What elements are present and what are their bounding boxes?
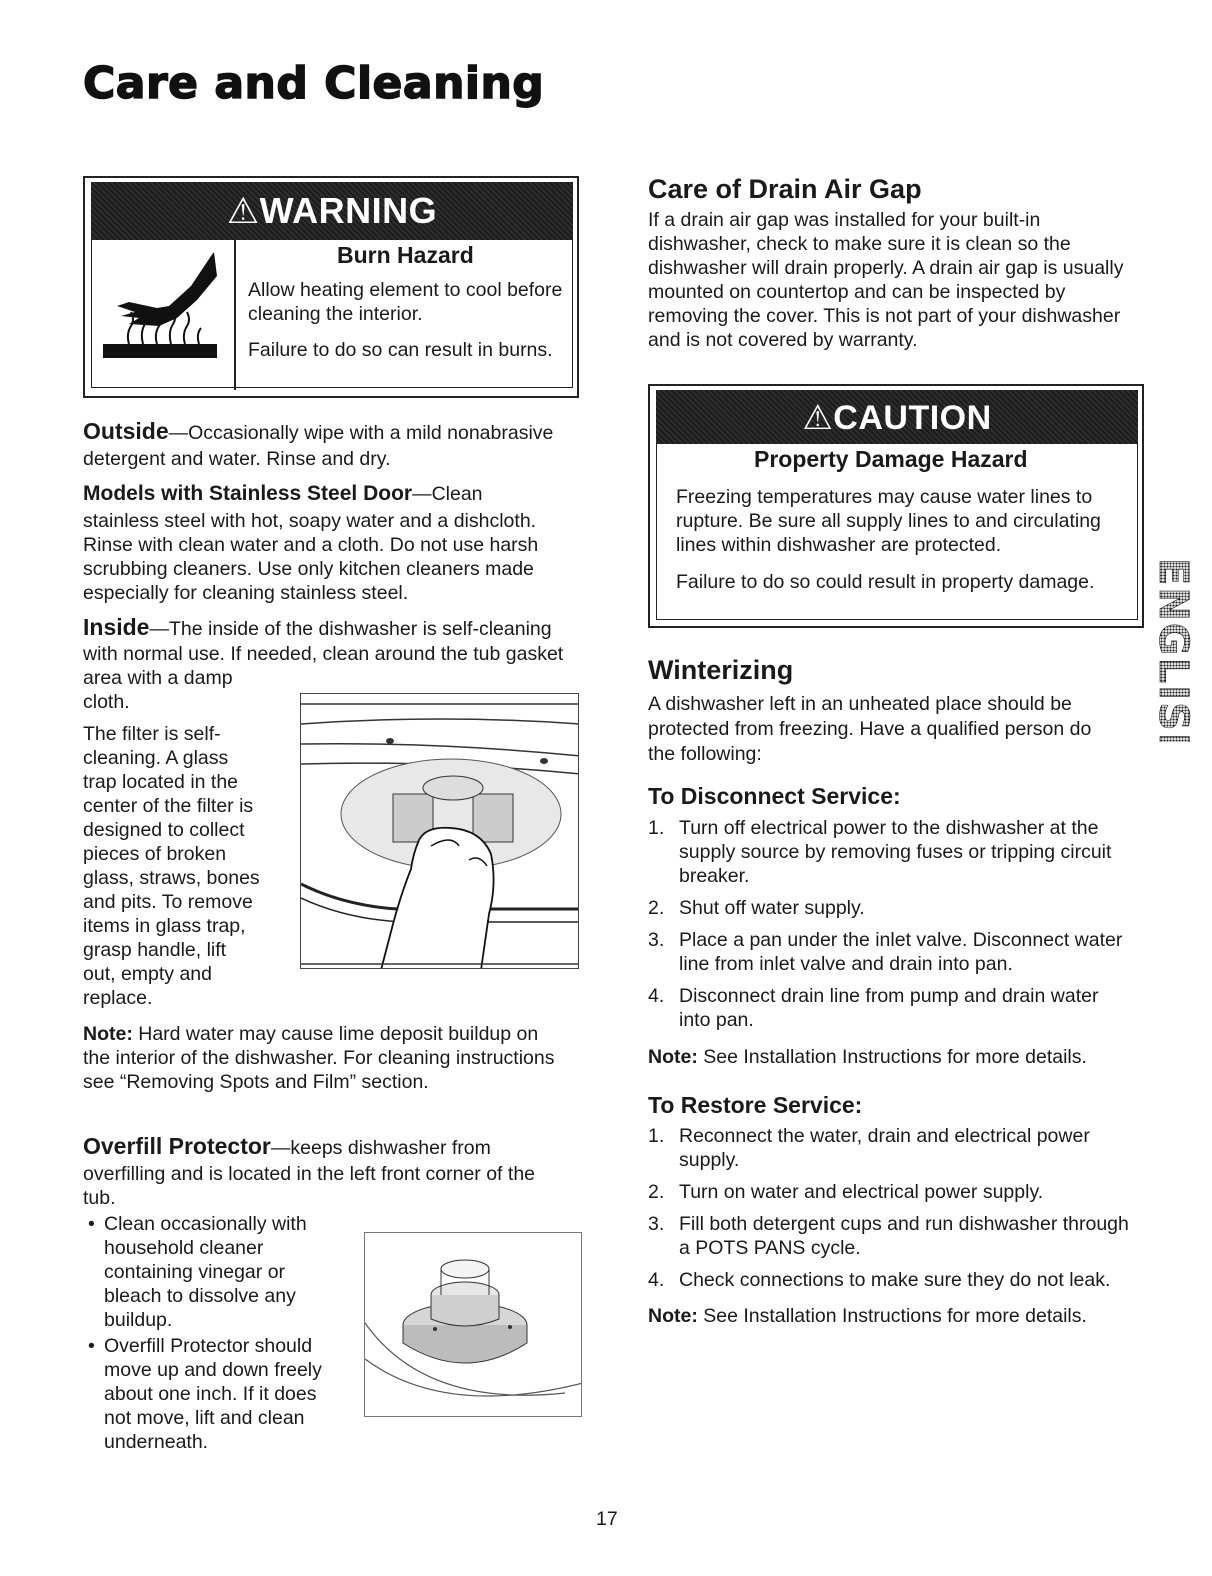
overfill-heading: Overfill Protector bbox=[83, 1133, 271, 1159]
list-item-line: into pan. bbox=[679, 1009, 754, 1031]
outside-text: —Occasionally wipe with a mild nonabrasive bbox=[168, 422, 554, 444]
stainless-text-line: scrubbing cleaners. Use only kitchen cleaners made bbox=[83, 558, 534, 580]
overfill-text: —keeps dishwasher from bbox=[270, 1137, 491, 1159]
stainless-text-line: especially for cleaning stainless steel. bbox=[83, 582, 409, 604]
disconnect-list bbox=[648, 816, 1148, 1036]
air-gap-text-line: If a drain air gap was installed for your built-in bbox=[648, 209, 1041, 231]
warning-text-line: Failure to do so can result in burns. bbox=[248, 339, 553, 361]
caution-text-line: Freezing temperatures may cause water lines to bbox=[676, 486, 1093, 508]
air-gap-paragraph bbox=[648, 208, 1148, 352]
filter-text-line: and pits. To remove bbox=[83, 891, 253, 913]
list-item-number: 2. bbox=[648, 897, 665, 919]
restore-list bbox=[648, 1124, 1148, 1304]
inside-text-line: with normal use. If needed, clean around the tub gasket bbox=[83, 643, 564, 665]
page-number: 17 bbox=[596, 1508, 618, 1530]
list-item-line: supply. bbox=[679, 1149, 740, 1171]
filter-text-line: replace. bbox=[83, 987, 153, 1009]
winterizing-text-line: A dishwasher left in an unheated place should be bbox=[648, 693, 1072, 715]
inside-heading: Inside bbox=[83, 614, 150, 640]
stainless-heading: Models with Stainless Steel Door bbox=[83, 482, 413, 505]
hard-water-note bbox=[83, 1022, 538, 1046]
winterizing-heading: Winterizing bbox=[648, 655, 794, 685]
bullet-text-line: not move, lift and clean bbox=[104, 1407, 305, 1429]
list-item-number: 3. bbox=[648, 929, 665, 951]
list-item-line: Turn on water and electrical power supply. bbox=[679, 1181, 1044, 1203]
restore-note bbox=[648, 1304, 1087, 1328]
filter-text-line: grasp handle, lift bbox=[83, 939, 227, 961]
filter-text-line: out, empty and bbox=[83, 963, 212, 985]
note-text-line: the interior of the dishwasher. For cleaning instructions bbox=[83, 1047, 555, 1069]
list-item-line: a POTS PANS cycle. bbox=[679, 1237, 861, 1259]
air-gap-text-line: mounted on countertop and can be inspected by bbox=[648, 281, 1066, 303]
list-item-line: Fill both detergent cups and run dishwasher through bbox=[679, 1213, 1129, 1235]
bullet-text-line: containing vinegar or bbox=[104, 1261, 286, 1283]
note-label: Note: bbox=[83, 1023, 133, 1045]
overfill-text-line: overfilling and is located in the left front corner of the bbox=[83, 1163, 536, 1185]
list-item-text bbox=[679, 928, 1122, 976]
caution-box bbox=[648, 384, 1144, 628]
list-item-text bbox=[679, 896, 865, 920]
overfill-bullet-1 bbox=[104, 1212, 354, 1332]
filter-text-line: center of the filter is bbox=[83, 795, 254, 817]
air-gap-text-line: dishwasher, check to make sure it is clean so the bbox=[648, 233, 1071, 255]
bullet-dot: • bbox=[88, 1213, 95, 1235]
list-item-line: breaker. bbox=[679, 865, 750, 887]
stainless-text-line: Rinse with clean water and a cloth. Do not use harsh bbox=[83, 534, 539, 556]
note-text: See Installation Instructions for more details. bbox=[697, 1046, 1087, 1068]
list-item-line: Place a pan under the inlet valve. Disconnect water bbox=[679, 929, 1123, 951]
winterizing-text-line: protected from freezing. Have a qualified person do bbox=[648, 718, 1092, 740]
disconnect-heading: To Disconnect Service: bbox=[648, 783, 901, 809]
warning-symbol: ⚠ bbox=[226, 190, 260, 231]
list-item-number: 3. bbox=[648, 1213, 665, 1235]
warning-text-line: cleaning the interior. bbox=[248, 303, 423, 325]
bullet-text-line: move up and down freely bbox=[104, 1359, 322, 1381]
filter-text-line: The filter is self- bbox=[83, 723, 221, 745]
inside-text-line: cloth. bbox=[83, 691, 130, 713]
bullet-text-line: Clean occasionally with bbox=[104, 1213, 307, 1235]
caution-hazard-title: Property Damage Hazard bbox=[754, 446, 1028, 472]
warning-banner-label: WARNING bbox=[259, 190, 438, 231]
outside-paragraph bbox=[83, 419, 553, 445]
note-label: Note: bbox=[648, 1046, 698, 1068]
filter-text-line: glass, straws, bones bbox=[83, 867, 260, 889]
inside-text-line: area with a damp bbox=[83, 667, 233, 689]
overfill-bullet-2 bbox=[104, 1334, 354, 1454]
bullet-text-line: Overfill Protector should bbox=[104, 1335, 313, 1357]
filter-paragraph bbox=[83, 722, 283, 1010]
list-item-line: Check connections to make sure they do not leak. bbox=[679, 1269, 1111, 1291]
inside-text: —The inside of the dishwasher is self-cleaning bbox=[149, 618, 552, 640]
hand-burn-icon bbox=[99, 246, 219, 371]
inside-paragraph bbox=[83, 615, 552, 641]
stainless-text: —Clean bbox=[412, 483, 483, 505]
page-title: Care and Cleaning bbox=[83, 58, 545, 109]
note-text-line: see “Removing Spots and Film” section. bbox=[83, 1071, 429, 1093]
warning-divider bbox=[234, 238, 236, 390]
warning-hazard-title: Burn Hazard bbox=[337, 242, 474, 268]
overfill-text-line: tub. bbox=[83, 1187, 116, 1209]
air-gap-heading: Care of Drain Air Gap bbox=[648, 174, 922, 204]
filter-text-line: items in glass trap, bbox=[83, 915, 246, 937]
list-item-text bbox=[679, 1212, 1129, 1260]
filter-text-line: cleaning. A glass bbox=[83, 747, 229, 769]
filter-illustration bbox=[300, 693, 579, 969]
outside-heading: Outside bbox=[83, 418, 169, 444]
warning-text-line: Allow heating element to cool before bbox=[248, 279, 563, 301]
overfill-paragraph bbox=[83, 1134, 491, 1160]
restore-heading: To Restore Service: bbox=[648, 1092, 863, 1118]
bullet-text-line: household cleaner bbox=[104, 1237, 264, 1259]
caution-banner bbox=[656, 390, 1138, 444]
caution-text-line: Failure to do so could result in property damage. bbox=[676, 571, 1095, 593]
list-item-text bbox=[679, 816, 1111, 888]
filter-text-line: trap located in the bbox=[83, 771, 239, 793]
list-item-text bbox=[679, 1268, 1110, 1292]
list-item-line: line from inlet valve and drain into pan. bbox=[679, 953, 1013, 975]
list-item-number: 4. bbox=[648, 985, 665, 1007]
warning-banner bbox=[91, 182, 573, 240]
stainless-text-line: stainless steel with hot, soapy water and a dishcloth. bbox=[83, 510, 537, 532]
caution-text-line: rupture. Be sure all supply lines to and circulating bbox=[676, 510, 1101, 532]
caution-banner-label: CAUTION bbox=[833, 399, 992, 437]
note-text: Hard water may cause lime deposit buildup on bbox=[132, 1023, 539, 1045]
caution-symbol: ⚠ bbox=[802, 399, 834, 437]
outside-text-line: detergent and water. Rinse and dry. bbox=[83, 448, 391, 470]
air-gap-text-line: and is not covered by warranty. bbox=[648, 329, 918, 351]
list-item-line: Shut off water supply. bbox=[679, 897, 865, 919]
list-item-text bbox=[679, 1180, 1043, 1204]
list-item-line: Turn off electrical power to the dishwasher at the bbox=[679, 817, 1099, 839]
bullet-text-line: buildup. bbox=[104, 1309, 173, 1331]
list-item-line: supply source by removing fuses or tripping circuit bbox=[679, 841, 1112, 863]
bullet-text-line: bleach to dissolve any bbox=[104, 1285, 296, 1307]
air-gap-text-line: removing the cover. This is not part of your dishwasher bbox=[648, 305, 1121, 327]
filter-text-line: designed to collect bbox=[83, 819, 245, 841]
list-item-number: 4. bbox=[648, 1269, 665, 1291]
note-text: See Installation Instructions for more details. bbox=[697, 1305, 1087, 1327]
stainless-paragraph bbox=[83, 482, 483, 506]
disconnect-note bbox=[648, 1045, 1087, 1069]
list-item-number: 2. bbox=[648, 1181, 665, 1203]
list-item-line: Reconnect the water, drain and electrical power bbox=[679, 1125, 1090, 1147]
list-item-text bbox=[679, 1124, 1090, 1172]
language-tab bbox=[1150, 556, 1192, 742]
bullet-text-line: about one inch. If it does bbox=[104, 1383, 317, 1405]
list-item-number: 1. bbox=[648, 1125, 665, 1147]
note-label: Note: bbox=[648, 1305, 698, 1327]
winterizing-text-line: the following: bbox=[648, 743, 762, 765]
overfill-protector-illustration bbox=[364, 1232, 582, 1417]
caution-text-line: lines within dishwasher are protected. bbox=[676, 534, 1002, 556]
bullet-dot: • bbox=[88, 1335, 95, 1357]
warning-box bbox=[83, 176, 579, 398]
list-item-number: 1. bbox=[648, 817, 665, 839]
list-item-line: Disconnect drain line from pump and drain water bbox=[679, 985, 1099, 1007]
list-item-text bbox=[679, 984, 1098, 1032]
bullet-text-line: underneath. bbox=[104, 1431, 209, 1453]
filter-text-line: pieces of broken bbox=[83, 843, 227, 865]
air-gap-text-line: dishwasher will drain properly. A drain air gap is usually bbox=[648, 257, 1124, 279]
language-tab-label: ENGLISH bbox=[1150, 558, 1192, 742]
